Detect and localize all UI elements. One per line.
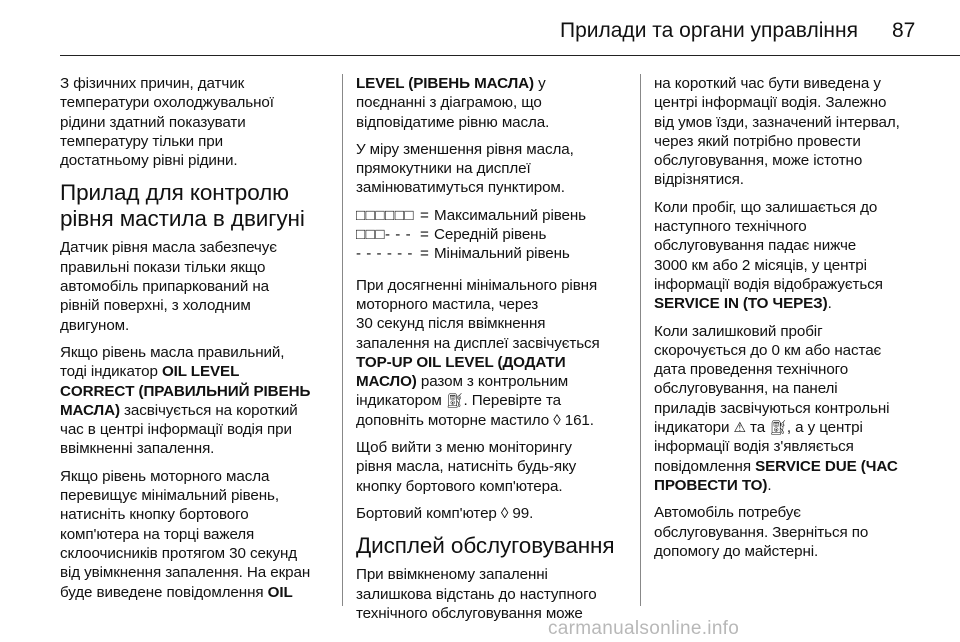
paragraph	[654, 322, 954, 496]
page-ref-icon: ◊	[500, 504, 509, 522]
paragraph	[654, 503, 954, 561]
oil-level-legend	[356, 206, 634, 264]
text-line: Якщо рівень масла правильний,	[60, 343, 285, 361]
text-run: . Перевірте та	[463, 392, 562, 410]
text-line	[60, 583, 328, 602]
paragraph	[654, 74, 954, 190]
message-text: SERVICE IN (ТО ЧЕРЕЗ)	[654, 295, 828, 313]
text-line: При досягненні мінімального рівня	[356, 276, 598, 294]
level-symbol: □□□- - -	[356, 226, 412, 244]
message-text: OIL LEVEL	[161, 363, 240, 381]
text-line: моторного мастила, через	[356, 295, 539, 313]
text-line: З фізичних причин, датчик	[60, 75, 245, 92]
text-column-3	[654, 74, 954, 569]
text-line: обслуговування падає нижче	[654, 237, 857, 255]
text-line: наступного технічного	[654, 218, 807, 236]
text-line: склоочисників протягом 30 секунд	[60, 544, 298, 562]
text-line: Щоб вийти з меню моніторингу	[356, 439, 572, 457]
legend-row-mid	[356, 225, 634, 244]
text-line: перевищує мінімальний рівень,	[60, 487, 279, 505]
message-text: SERVICE DUE (ЧАС	[755, 457, 898, 475]
text-line: температуру тільки при	[60, 132, 223, 150]
text-line: технічного обслуговування може	[356, 604, 583, 622]
text-run: буде виведене повідомлення	[60, 583, 268, 601]
text-line: запалення на дисплеї засвічується	[356, 334, 600, 352]
service-wrench-icon: ⛽︎	[769, 419, 787, 436]
text-line: У міру зменшення рівня масла,	[356, 140, 574, 158]
text-line: дата проведення технічного	[654, 361, 849, 379]
column-divider-2	[640, 74, 641, 606]
text-line: комп'ютера на торці важеля	[60, 525, 255, 543]
paragraph	[60, 343, 328, 459]
text-column-2	[356, 74, 634, 631]
level-label: Мінімальний рівень	[434, 245, 570, 263]
equals-sign: =	[420, 245, 429, 263]
text-line: двигуном.	[60, 316, 130, 334]
header-rule	[60, 55, 960, 56]
text-line	[60, 401, 328, 420]
text-line: час в центрі інформації водія при	[60, 421, 292, 439]
paragraph	[60, 467, 328, 602]
text-line: прямокутники на дисплеї	[356, 160, 531, 178]
text-line: Автомобіль потребує	[654, 504, 801, 522]
equals-sign: =	[420, 206, 429, 224]
text-line: 3000 км або 2 місяців, у центрі	[654, 256, 867, 274]
text-run: .	[827, 295, 832, 313]
text-line	[654, 294, 954, 313]
text-line: рідини здатний показувати	[60, 113, 246, 131]
text-line: При ввімкненому запаленні	[356, 566, 548, 584]
text-line: інформації водія з'являється	[654, 438, 854, 456]
text-run: індикатором	[356, 392, 446, 410]
text-line: автомобіль припаркований на	[60, 278, 269, 296]
text-line	[356, 74, 634, 93]
text-line: від умов їзди, зазначений інтервал,	[654, 113, 900, 131]
text-line	[654, 476, 954, 495]
text-line: обслуговування. Зверніться по	[654, 523, 869, 541]
text-run: тоді індикатор	[60, 363, 162, 381]
text-line: поєднанні з діаграмою, що	[356, 94, 542, 112]
text-line: інформації водія відображується	[654, 275, 883, 293]
message-text: ПРОВЕСТИ ТО)	[654, 476, 768, 494]
text-line: скорочується до 0 км або настає	[654, 341, 882, 359]
text-line: замінюватимуться пунктиром.	[356, 179, 565, 197]
text-line	[356, 372, 634, 391]
column-divider-1	[342, 74, 343, 606]
text-line	[60, 362, 328, 381]
paragraph	[356, 438, 634, 496]
text-line	[654, 457, 954, 476]
paragraph	[356, 74, 634, 132]
heading-line: Прилад для контролю	[60, 180, 289, 206]
text-line: на короткий час бути виведена у	[654, 75, 881, 92]
text-line	[356, 411, 634, 430]
text-line	[356, 353, 634, 372]
text-run: повідомлення	[654, 457, 756, 475]
text-line: центрі інформації водія. Залежно	[654, 94, 887, 112]
text-line	[356, 504, 634, 523]
text-line: через який потрібно провести	[654, 132, 861, 150]
text-line: температури охолоджувальної	[60, 94, 274, 112]
paragraph	[60, 74, 328, 170]
text-line: приладів засвічуються контрольні	[654, 399, 890, 417]
heading-line: Дисплей обслуговування	[356, 533, 615, 559]
message-text: OIL	[267, 583, 293, 601]
text-line: 30 секунд після ввімкнення	[356, 315, 546, 333]
text-line: достатньому рівні рідини.	[60, 152, 238, 170]
text-column-1	[60, 74, 328, 610]
text-run: .	[767, 476, 772, 494]
paragraph	[356, 504, 634, 523]
text-line: рівня масла, натисніть будь-яку	[356, 458, 577, 476]
text-line: залишкова відстань до наступного	[356, 585, 597, 603]
text-run: у	[534, 75, 546, 92]
message-text: МАСЛО)	[356, 373, 417, 391]
page-ref: 161.	[560, 411, 594, 429]
text-line	[60, 382, 328, 401]
service-wrench-icon: ⛽︎	[445, 392, 464, 409]
text-line: відрізнятися.	[654, 171, 744, 189]
watermark: carmanualsonline.info	[548, 618, 740, 639]
level-symbol: - - - - - -	[356, 245, 413, 263]
text-run: Бортовий комп'ютер	[356, 504, 501, 522]
text-run: та	[745, 419, 770, 437]
text-line	[356, 391, 634, 410]
text-line: Датчик рівня масла забезпечує	[60, 239, 277, 257]
heading-line: рівня мастила в двигуні	[60, 206, 305, 232]
text-line: обслуговування, може істотно	[654, 152, 863, 170]
page-header-title: Прилади та органи управління	[560, 19, 858, 42]
paragraph	[356, 140, 634, 198]
legend-row-max	[356, 206, 634, 225]
text-line: Коли пробіг, що залишається до	[654, 198, 878, 216]
level-symbol: □□□□□□	[356, 206, 415, 224]
text-line: допомогу до майстерні.	[654, 542, 819, 560]
text-line: відповідатиме рівню масла.	[356, 113, 550, 131]
paragraph	[356, 276, 634, 430]
text-line: від увімкнення запалення. На екран	[60, 564, 311, 582]
text-line: правильні покази тільки якщо	[60, 258, 266, 276]
page-number: 87	[892, 19, 916, 42]
page-ref: 99.	[508, 504, 534, 522]
text-run: доповніть моторне мастило	[356, 411, 554, 429]
service-warning-icon: ⚠	[733, 419, 746, 436]
text-line: Коли залишковий пробіг	[654, 322, 823, 340]
legend-row-min	[356, 244, 634, 263]
equals-sign: =	[420, 226, 429, 244]
text-run: засвічується на короткий	[119, 401, 298, 419]
page-ref-icon: ◊	[553, 411, 561, 429]
text-line: кнопку бортового комп'ютера.	[356, 477, 563, 495]
paragraph	[60, 238, 328, 334]
message-text: TOP-UP OIL LEVEL (ДОДАТИ	[356, 353, 566, 371]
message-text: LEVEL (РІВЕНЬ МАСЛА)	[356, 75, 535, 92]
message-text: МАСЛА)	[60, 401, 120, 419]
text-run: разом з контрольним	[416, 373, 569, 391]
message-text: CORRECT (ПРАВИЛЬНИЙ РІВЕНЬ	[60, 382, 311, 400]
text-line: натисніть кнопку бортового	[60, 506, 249, 524]
text-line: рівній поверхні, з холодним	[60, 297, 251, 315]
paragraph	[654, 198, 954, 314]
text-run: , а у центрі	[786, 419, 863, 437]
level-label: Максимальний рівень	[434, 206, 586, 224]
paragraph	[356, 565, 634, 623]
text-line: обслуговування, на панелі	[654, 380, 838, 398]
text-line: ввімкненні запалення.	[60, 440, 215, 458]
section-heading-oil-level	[60, 180, 328, 232]
text-line	[654, 418, 954, 437]
level-label: Середній рівень	[434, 226, 547, 244]
text-run: індикатори	[654, 419, 734, 437]
text-line: Якщо рівень моторного масла	[60, 467, 270, 485]
section-heading-service-display	[356, 533, 634, 559]
